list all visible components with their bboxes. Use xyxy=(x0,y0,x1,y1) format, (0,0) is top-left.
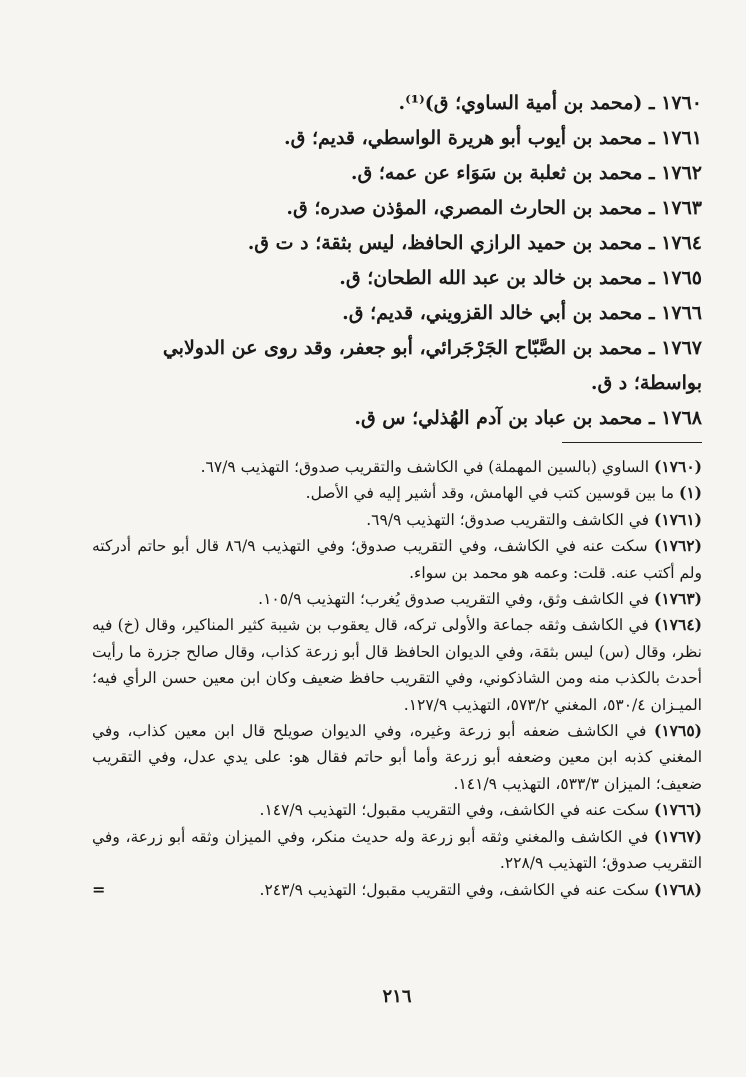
entry-number: ١٧٦٦ xyxy=(661,302,702,324)
footnote-text: الساوي (بالسين المهملة) في الكاشف والتقريب صدوق؛ التهذيب ٦٧/٩. xyxy=(200,458,650,476)
footnote-1768 xyxy=(92,877,702,903)
entry-1767: ١٧٦٧ ـ محمد بن الصَّبّاح الجَرْجَرائي، أبو جعفر، وقد روى عن الدولابي بواسطة؛ د ق. xyxy=(162,337,702,394)
entry-1765: ١٧٦٥ ـ محمد بن خالد بن عبد الله الطحان؛ ق. xyxy=(339,267,702,289)
entry-1763: ١٧٦٣ ـ محمد بن الحارث المصري، المؤذن صدره؛ ق. xyxy=(286,197,702,219)
footnote-1764 xyxy=(92,612,702,718)
entry-number: ١٧٦١ xyxy=(661,127,702,149)
footnote-1762 xyxy=(92,533,702,586)
entry-1768: ١٧٦٨ ـ محمد بن عباد بن آدم الهُذلي؛ س ق. xyxy=(354,407,702,429)
footnote-ref: (١٧٦٦) xyxy=(654,800,702,820)
entry-number: ١٧٦٨ xyxy=(661,407,702,429)
entry-text: محمد بن حميد الرازي الحافظ، ليس بثقة؛ د ت ق. xyxy=(247,232,643,254)
footnote-ref: (١٧٦١) xyxy=(654,509,702,529)
entry-number: ١٧٦٢ xyxy=(661,162,702,184)
continuation-mark: = xyxy=(92,879,106,899)
entry-text: (محمد بن أمية الساوي؛ ق)⁽¹⁾. xyxy=(398,92,643,114)
footnote-text: في الكاشف ضعفه أبو زرعة وغيره، وفي الديوان صويلح قال ابن معين كذاب، وفي المغني كذبه ابن معين وضعفه أبو زرعة وأما أبو حاتم فقال هو: على يدي عدل، وفي التقريب ضعيف؛ الميزان ٥٣٣/٣، التهذيب ١٤١/٩. xyxy=(92,722,702,793)
footnote-ref: (١) xyxy=(678,483,702,503)
entry-number: ١٧٦٥ xyxy=(661,267,702,289)
entry-text: محمد بن أبي خالد القزويني، قديم؛ ق. xyxy=(342,302,643,324)
footnote-1767 xyxy=(92,824,702,877)
entry-text: محمد بن الحارث المصري، المؤذن صدره؛ ق. xyxy=(286,197,643,219)
footnote-text: في الكاشف وثقه جماعة والأولى تركه، قال يعقوب بن شيبة كثير المناكير، وقال (خ) فيه نظر، وقال (س) ليس بثقة، وفي الديوان الحافظ قال أبو زرعة كذاب، وقال صالح جزرة ما رأيت أحدث بالكذب منه ومن الشاذكوني، وفي التقريب حافظ ضعيف وكان ابن معين حسن الرأي فيه؛ الميـزان ٥٣٠/٤، المغني ٥٧٣/٢، التهذيب ١٢٧/٩. xyxy=(92,616,702,714)
footnote-text: سكت عنه في الكاشف، وفي التقريب مقبول؛ التهذيب ٢٤٣/٩. xyxy=(259,880,650,899)
footnote-ref: (١٧٦٧) xyxy=(654,826,702,846)
entry-1762: ١٧٦٢ ـ محمد بن ثعلبة بن سَوَاء عن عمه؛ ق. xyxy=(350,162,702,184)
footnote-ref: (١٧٦٣) xyxy=(654,589,702,609)
entry-1760: ١٧٦٠ ـ (محمد بن أمية الساوي؛ ق)⁽¹⁾. xyxy=(398,92,702,114)
entry-list xyxy=(92,86,702,436)
entry-1761: ١٧٦١ ـ محمد بن أيوب أبو هريرة الواسطي، قديم؛ ق. xyxy=(284,127,702,149)
footnote-ref: (١٧٦٥) xyxy=(654,721,702,741)
entry-number: ١٧٦٠ xyxy=(661,92,702,114)
book-page xyxy=(92,86,702,1046)
entry-number: ١٧٦٧ xyxy=(661,337,702,359)
entry-1766: ١٧٦٦ ـ محمد بن أبي خالد القزويني، قديم؛ ق. xyxy=(342,302,702,324)
footnote-text: في الكاشف وثق، وفي التقريب صدوق يُغرب؛ التهذيب ١٠٥/٩. xyxy=(258,590,650,609)
entry-number: ١٧٦٤ xyxy=(661,232,702,254)
entry-text: محمد بن خالد بن عبد الله الطحان؛ ق. xyxy=(339,267,643,289)
footnote-1760 xyxy=(92,454,702,480)
footnote-1766 xyxy=(92,797,702,823)
entry-text: محمد بن أيوب أبو هريرة الواسطي، قديم؛ ق. xyxy=(284,127,643,149)
footnote-1761 xyxy=(92,507,702,533)
entry-number: ١٧٦٣ xyxy=(661,197,702,219)
footnote-text: سكت عنه في الكاشف، وفي التقريب مقبول؛ التهذيب ١٤٧/٩. xyxy=(259,801,650,820)
footnote-ref: (١٧٦٢) xyxy=(653,536,702,556)
entry-text: محمد بن الصَّبّاح الجَرْجَرائي، أبو جعفر، وقد روى عن الدولابي بواسطة؛ د ق. xyxy=(162,337,702,394)
footnote-text: ما بين قوسين كتب في الهامش، وقد أشير إليه في الأصل. xyxy=(305,484,675,503)
footnote-list xyxy=(92,454,702,903)
footnote-divider xyxy=(562,442,702,443)
footnote-text: في الكاشف والمغني وثقه أبو زرعة وله حديث منكر، وفي الميزان وثقه أبو زرعة، وفي التقريب صدوق؛ التهذيب ٢٢٨/٩. xyxy=(92,827,702,873)
page-number: ٢١٦ xyxy=(382,986,412,1007)
entry-1764: ١٧٦٤ ـ محمد بن حميد الرازي الحافظ، ليس بثقة؛ د ت ق. xyxy=(247,232,702,254)
entry-text: محمد بن عباد بن آدم الهُذلي؛ س ق. xyxy=(354,407,643,429)
footnote-ref: (١٧٦٨) xyxy=(654,879,702,899)
footnote-1765 xyxy=(92,718,702,797)
footnote-ref: (١٧٦٠) xyxy=(654,457,702,476)
footnote-ref: (١٧٦٤) xyxy=(654,615,702,635)
footnote-text: سكت عنه في الكاشف، وفي التقريب صدوق؛ وفي التهذيب ٨٦/٩ قال أبو حاتم أدركته ولم أكتب عنه. قلت: وعمه هو محمد بن سواء. xyxy=(92,537,702,582)
footnote-1763 xyxy=(92,586,702,612)
footnote-1 xyxy=(92,480,702,506)
entry-text: محمد بن ثعلبة بن سَوَاء عن عمه؛ ق. xyxy=(350,162,643,184)
footnote-text: في الكاشف والتقريب صدوق؛ التهذيب ٦٩/٩. xyxy=(366,510,650,529)
